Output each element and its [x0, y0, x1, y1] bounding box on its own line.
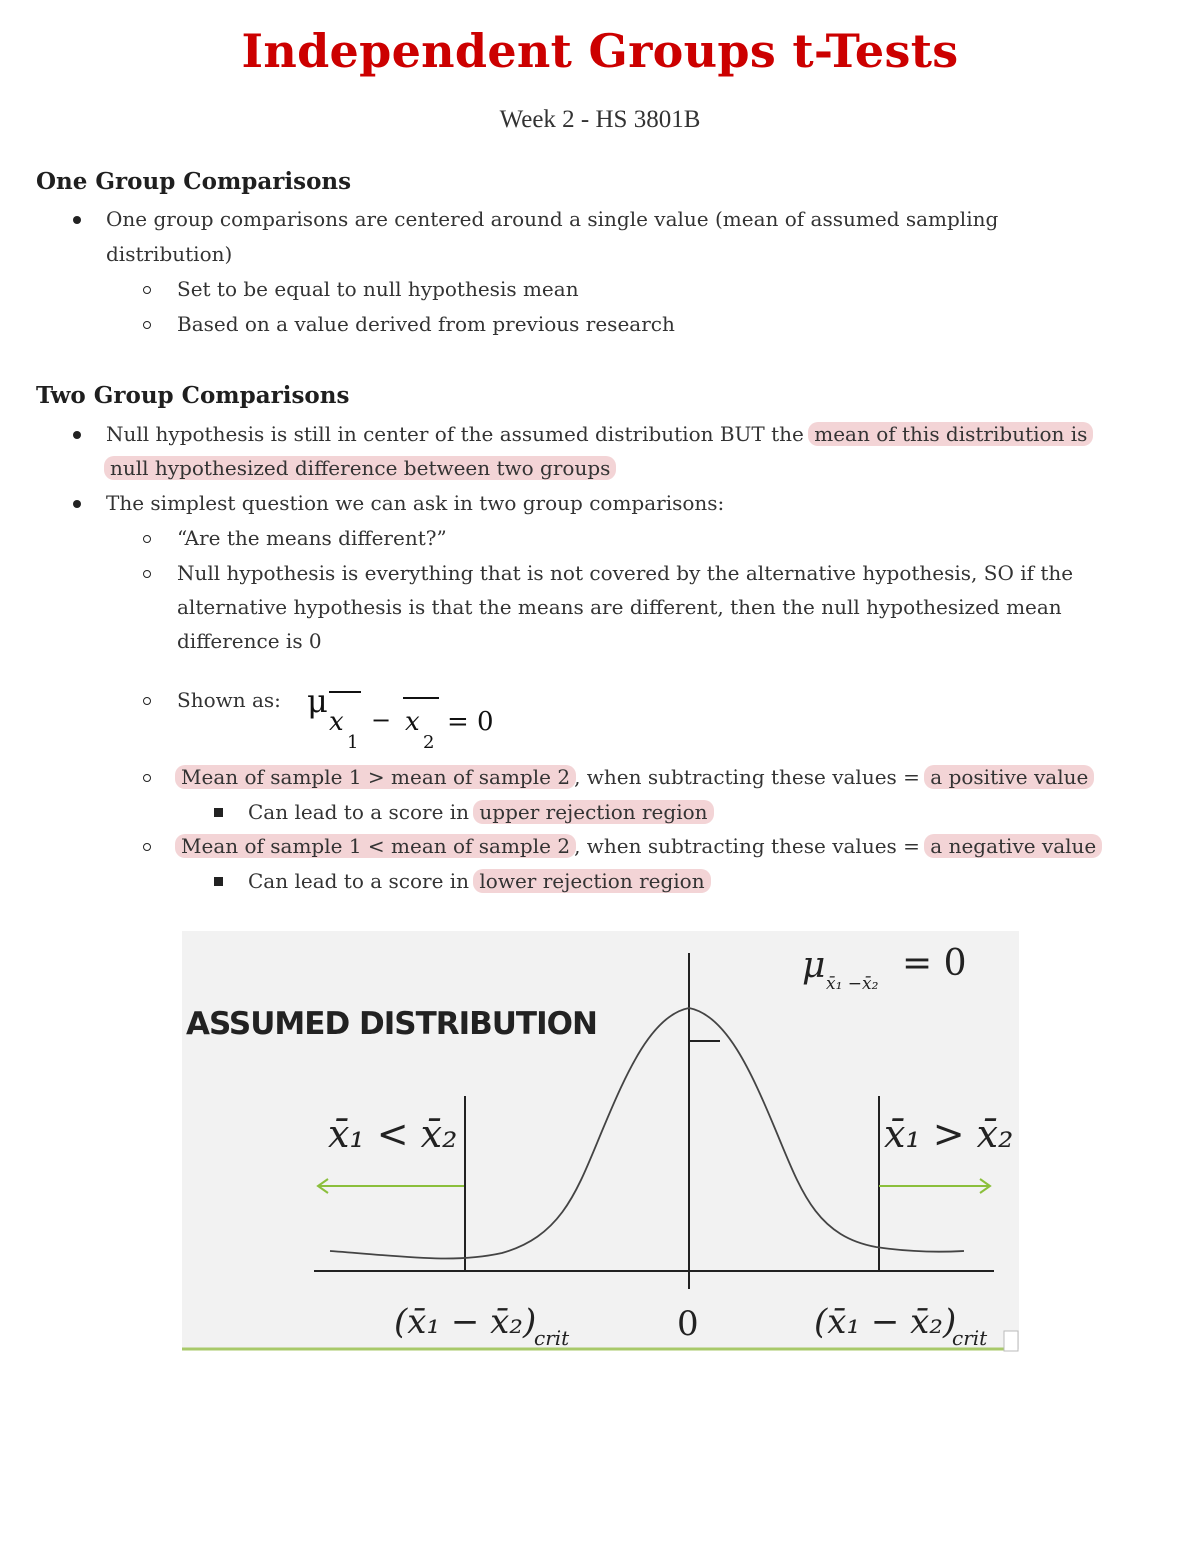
lower-critical-label: (x̄₁ − x̄₂): [394, 1302, 537, 1342]
formula-sub1: 1: [347, 732, 359, 753]
sub-bullet-text: “Are the means different?”: [177, 526, 447, 550]
sub-bullet-circle: [143, 286, 151, 294]
upper-crit-subscript: crit: [952, 1326, 988, 1350]
section-heading-two-group: Two Group Comparisons: [36, 382, 350, 409]
sub-sub-bullet-plain: Can lead to a score in: [248, 800, 470, 824]
bullet-text: One group comparisons are centered around a single value (mean of assumed sampling: [106, 207, 999, 231]
section-heading-one-group: One Group Comparisons: [36, 168, 352, 195]
assumed-distribution-figure: [182, 931, 1019, 1355]
sub-bullet-circle: [143, 843, 151, 851]
square-bullet: [214, 808, 223, 817]
bullet-text-cont: [106, 455, 614, 481]
sub-sub-bullet-text: [248, 799, 712, 825]
null-mean-formula: [305, 676, 525, 756]
sub-bullet-circle: [143, 535, 151, 543]
highlight: Mean of sample 1 < mean of sample 2: [175, 834, 576, 858]
right-region-label: x̄₁ > x̄₂: [884, 1112, 1014, 1156]
sub-bullet-circle: [143, 570, 151, 578]
page-subtitle: Week 2 - HS 3801B: [499, 106, 701, 133]
formula-mu: μ: [307, 682, 328, 720]
sub-bullet-text-cont: alternative hypothesis is that the means are different, then the null hypothesized mean: [177, 595, 1062, 619]
mu-subscript: x̄₁ −x̄₂: [826, 974, 879, 994]
formula-equals-zero: = 0: [447, 707, 494, 737]
sub-bullet-text: Based on a value derived from previous research: [177, 312, 675, 336]
sub-bullet-text-plain: , when subtracting these values =: [574, 765, 920, 789]
sub-sub-bullet-text: [248, 868, 709, 894]
sub-sub-bullet-plain: Can lead to a score in: [248, 869, 470, 893]
highlight: upper rejection region: [473, 800, 713, 824]
sub-bullet-text: [177, 833, 1100, 859]
highlight: lower rejection region: [473, 869, 710, 893]
highlight: a positive value: [924, 765, 1094, 789]
sub-bullet-text: [177, 764, 1092, 790]
bullet-text-cont: distribution): [106, 242, 233, 266]
page-title: Independent Groups t-Tests: [241, 24, 959, 78]
bullet-text-plain: Null hypothesis is still in center of the assumed distribution BUT the: [106, 422, 804, 446]
mu-equals-zero: = 0: [902, 943, 967, 984]
highlight: a negative value: [924, 834, 1102, 858]
sub-bullet-text-cont: difference is 0: [177, 629, 322, 653]
upper-critical-label: (x̄₁ − x̄₂): [814, 1302, 957, 1342]
formula-x1: x: [329, 707, 344, 737]
zero-label: 0: [677, 1304, 699, 1344]
highlight: Mean of sample 1 > mean of sample 2: [175, 765, 576, 789]
formula-minus: −: [371, 706, 392, 734]
sub-bullet-text: Set to be equal to null hypothesis mean: [177, 277, 579, 301]
bullet-dot: [73, 431, 81, 439]
sub-bullet-circle: [143, 774, 151, 782]
left-region-label: x̄₁ < x̄₂: [328, 1112, 458, 1156]
sub-bullet-circle: [143, 697, 151, 705]
bullet-text: [106, 421, 1091, 447]
sub-bullet-text: Null hypothesis is everything that is not covered by the alternative hypothesis, SO if the: [177, 561, 1074, 585]
bullet-dot: [73, 216, 81, 224]
figure-heading: ASSUMED DISTRIBUTION: [186, 1006, 597, 1042]
bullet-text: The simplest question we can ask in two group comparisons:: [106, 491, 725, 515]
formula-sub2: 2: [423, 732, 435, 753]
mu-symbol: μ: [802, 945, 826, 986]
shown-as-label: Shown as:: [177, 688, 281, 712]
square-bullet: [214, 877, 223, 886]
figure-corner-box: [1004, 1331, 1018, 1351]
sub-bullet-circle: [143, 321, 151, 329]
bullet-dot: [73, 500, 81, 508]
formula-x2: x: [405, 707, 420, 737]
lower-crit-subscript: crit: [534, 1326, 570, 1350]
sub-bullet-text-plain: , when subtracting these values =: [574, 834, 920, 858]
highlight: mean of this distribution is: [808, 422, 1093, 446]
highlight: null hypothesized difference between two groups: [104, 456, 616, 480]
